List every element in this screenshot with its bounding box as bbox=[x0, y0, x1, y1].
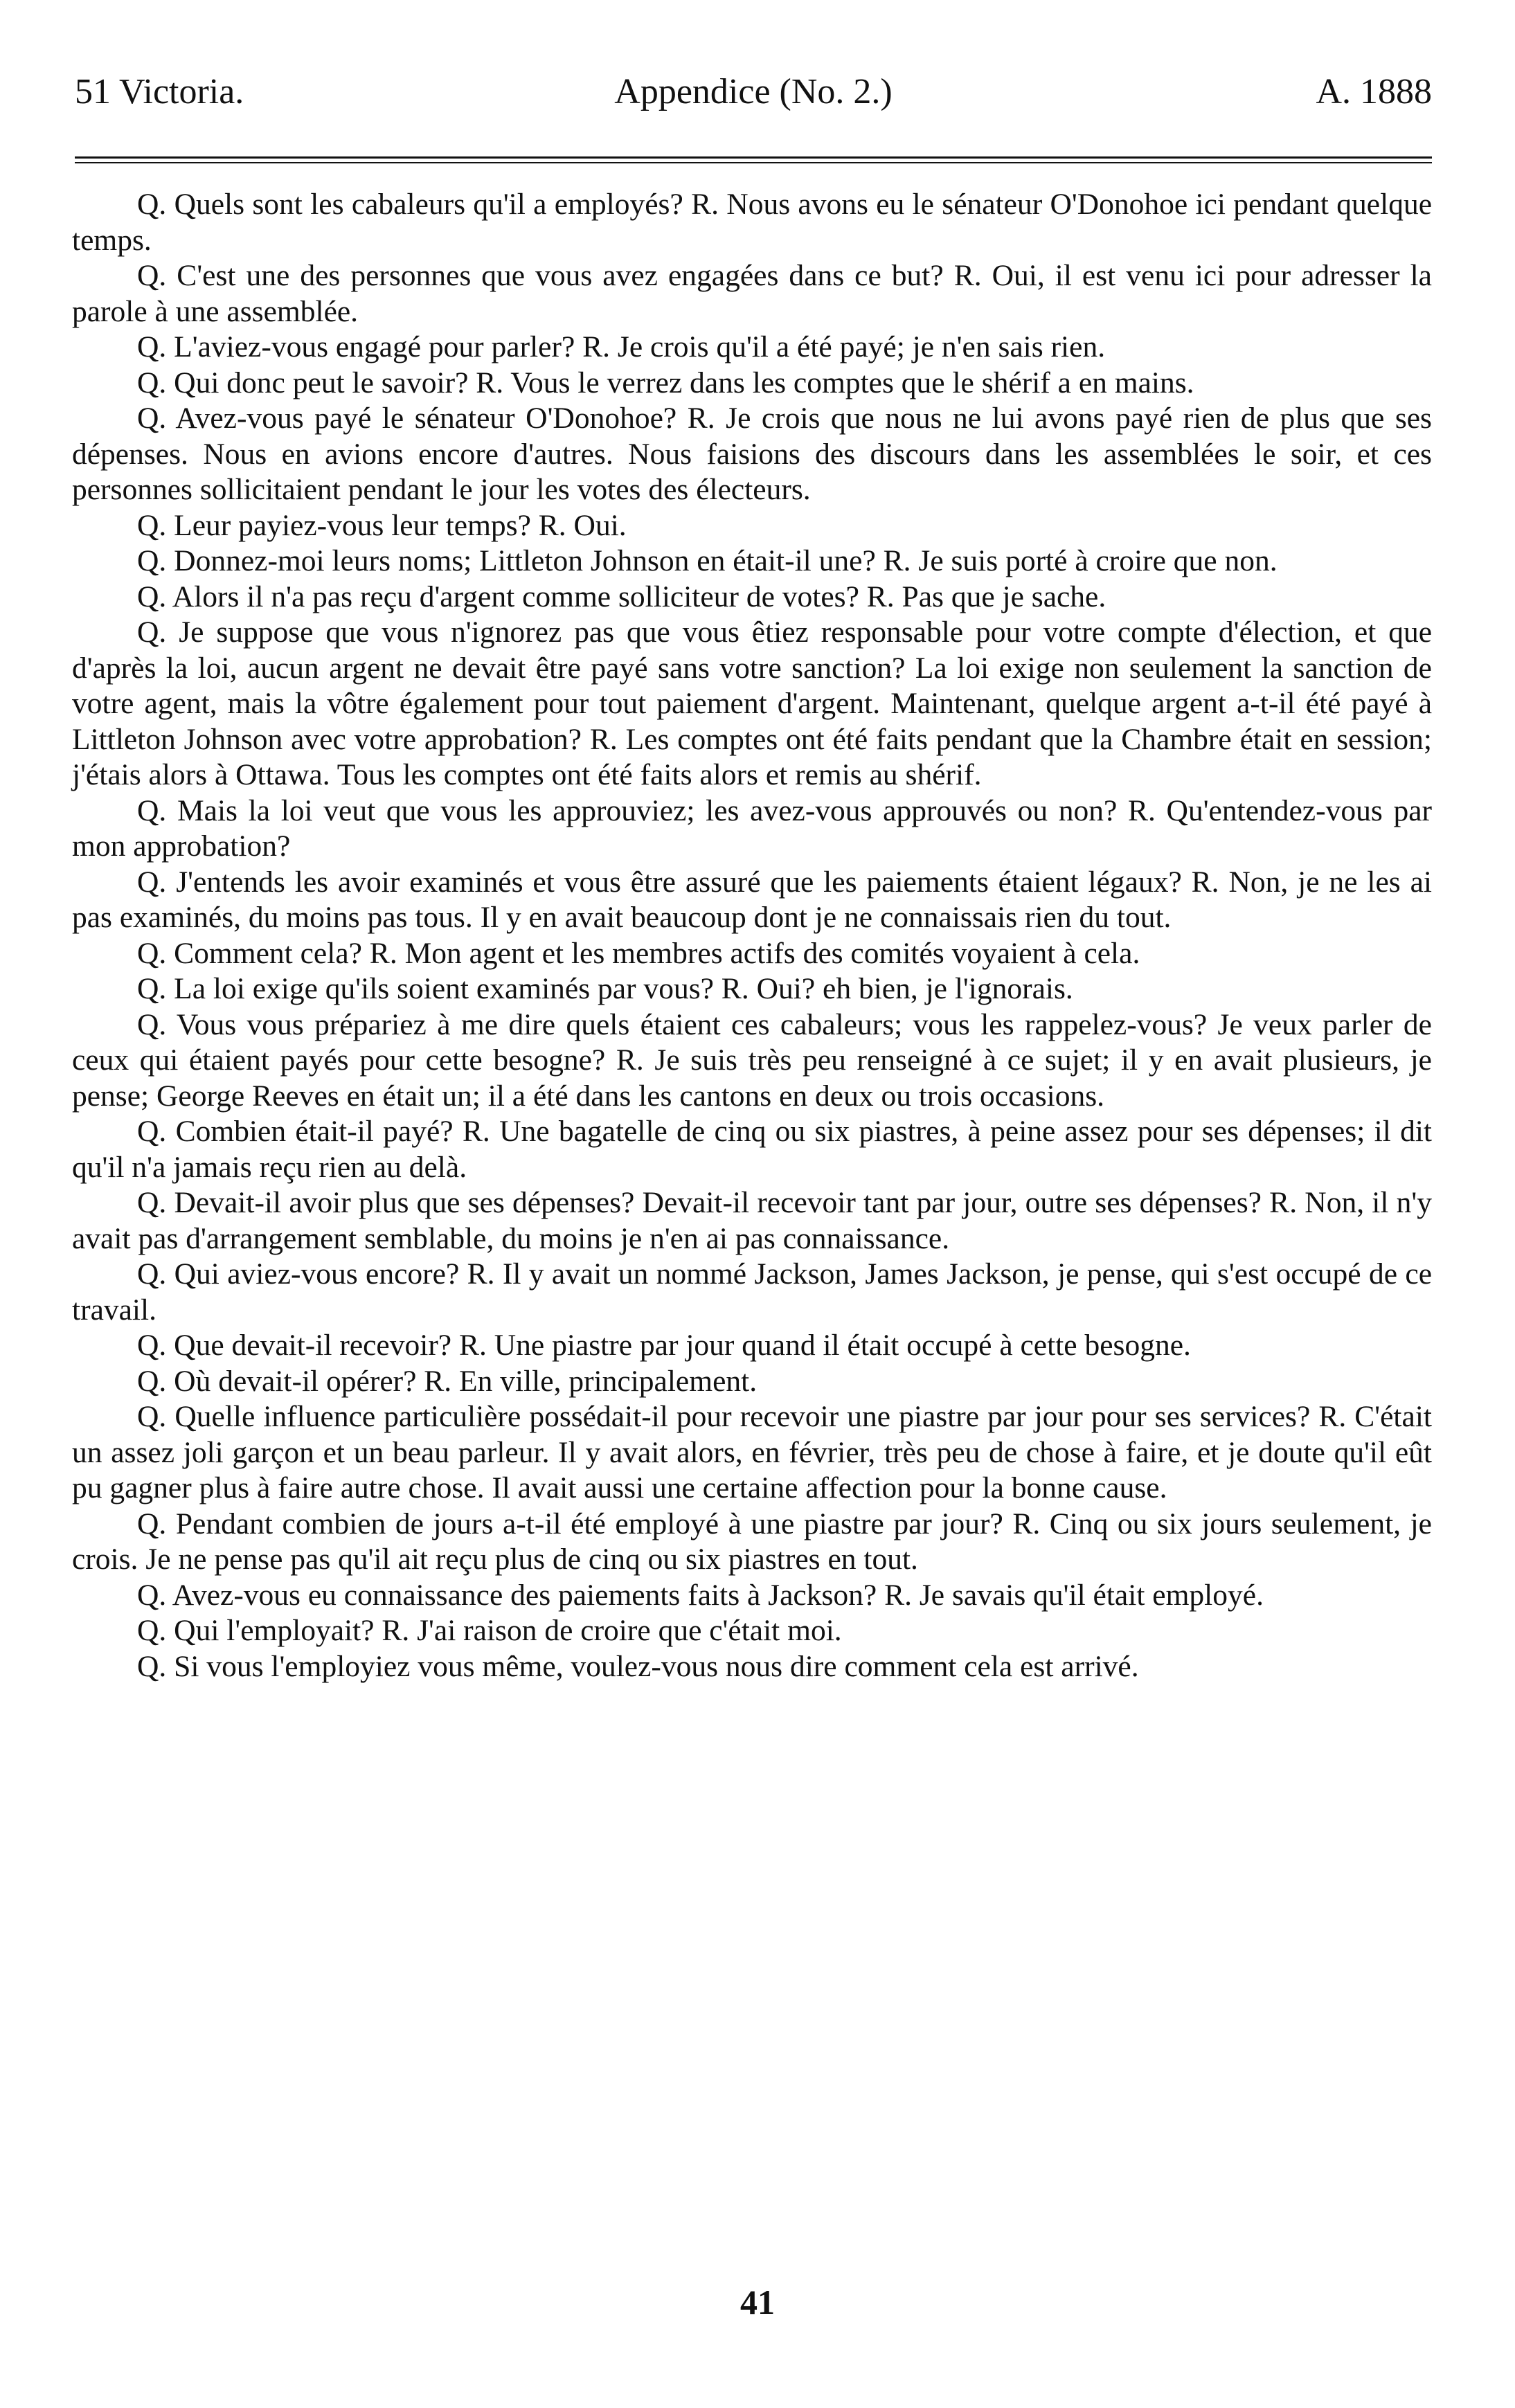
paragraph: Q. Pendant combien de jours a-t-il été employé à une piastre par jour? R. Cinq ou six jours seulement, je crois. Je ne pense pas qu'il ait reçu plus de cinq ou six piastres en tout. bbox=[72, 1507, 1432, 1576]
paragraph: Q. La loi exige qu'ils soient examinés par vous? R. Oui? eh bien, je l'ignorais. bbox=[137, 972, 1073, 1005]
header-appendix: Appendice (No. 2.) bbox=[614, 72, 893, 111]
paragraph: Q. Qui l'employait? R. J'ai raison de croire que c'était moi. bbox=[137, 1614, 842, 1647]
header-year: A. 1888 bbox=[1316, 72, 1432, 111]
paragraph: Q. Qui donc peut le savoir? R. Vous le verrez dans les comptes que le shérif a en mains. bbox=[137, 366, 1194, 399]
header-rule-thick bbox=[75, 156, 1432, 159]
header-session: 51 Victoria. bbox=[75, 72, 244, 111]
paragraph: Q. Que devait-il recevoir? R. Une piastre par jour quand il était occupé à cette besogne. bbox=[137, 1329, 1191, 1362]
paragraph: Q. Comment cela? R. Mon agent et les membres actifs des comités voyaient à cela. bbox=[137, 936, 1140, 970]
testimony-text bbox=[72, 187, 1432, 1684]
page-number: 41 bbox=[740, 2283, 775, 2321]
paragraph: Q. Quelle influence particulière possédait-il pour recevoir une piastre par jour pour ses services? R. C'était un assez joli garçon et un beau parleur. Il y avait alors, en février, très peu de chose à faire, et je doute qu'il eût pu gagner plus à faire autre chose. Il avait aussi une certaine affection pour la bonne cause. bbox=[72, 1400, 1432, 1504]
paragraph: Q. Je suppose que vous n'ignorez pas que vous êtiez responsable pour votre compte d'élection, et que d'après la loi, aucun argent ne devait être payé sans votre sanction? La loi exige non seulement la sanction de votre agent, mais la vôtre également pour tout paiement d'argent. Maintenant, quelque argent a-t-il été payé à Littleton Johnson avec votre approbation? R. Les comptes ont été faits pendant que la Chambre était en session; j'étais alors à Ottawa. Tous les comptes ont été faits alors et remis au shérif. bbox=[72, 616, 1432, 791]
paragraph: Q. Donnez-moi leurs noms; Littleton Johnson en était-il une? R. Je suis porté à croire que non. bbox=[137, 544, 1278, 577]
paragraph: Q. L'aviez-vous engagé pour parler? R. Je crois qu'il a été payé; je n'en sais rien. bbox=[137, 330, 1106, 363]
running-header bbox=[75, 61, 1432, 123]
paragraph: Q. Avez-vous eu connaissance des paiements faits à Jackson? R. Je savais qu'il était employé. bbox=[137, 1578, 1264, 1612]
paragraph: Q. Devait-il avoir plus que ses dépenses? Devait-il recevoir tant par jour, outre ses dépenses? R. Non, il n'y avait pas d'arrangement semblable, du moins je n'en ai pas connaissance. bbox=[72, 1186, 1432, 1255]
paragraph: Q. Qui aviez-vous encore? R. Il y avait un nommé Jackson, James Jackson, je pense, qui s'est occupé de ce travail. bbox=[72, 1257, 1432, 1327]
paragraph: Q. Mais la loi veut que vous les approuviez; les avez-vous approuvés ou non? R. Qu'entendez-vous par mon approbation? bbox=[72, 793, 1432, 863]
paragraph: Q. Avez-vous payé le sénateur O'Donohoe? R. Je crois que nous ne lui avons payé rien de plus que ses dépenses. Nous en avions encore d'autres. Nous faisions des discours dans les assemblées le soir, et ces personnes sollicitaient pendant le jour les votes des électeurs. bbox=[72, 402, 1432, 506]
paragraph: Q. Quels sont les cabaleurs qu'il a employés? R. Nous avons eu le sénateur O'Donohoe ici pendant quelque temps. bbox=[72, 188, 1432, 257]
paragraph: Q. Vous vous prépariez à me dire quels étaient ces cabaleurs; vous les rappelez-vous? Je veux parler de ceux qui étaient payés pour cette besogne? R. Je suis très peu renseigné à ce sujet; il y en avait plusieurs, je pense; George Reeves en était un; il a été dans les cantons en deux ou trois occasions. bbox=[72, 1007, 1432, 1113]
paragraph: Q. C'est une des personnes que vous avez engagées dans ce but? R. Oui, il est venu ici pour adresser la parole à une assemblée. bbox=[72, 259, 1432, 328]
paragraph: Q. Où devait-il opérer? R. En ville, principalement. bbox=[137, 1364, 758, 1398]
paragraph: Q. Leur payiez-vous leur temps? R. Oui. bbox=[137, 508, 627, 542]
paragraph: Q. J'entends les avoir examinés et vous être assuré que les paiements étaient légaux? R. Non, je ne les ai pas examinés, du moins pas tous. Il y en avait beaucoup dont je ne connaissais rien du tout. bbox=[72, 865, 1432, 934]
paragraph: Q. Si vous l'employiez vous même, voulez-vous nous dire comment cela est arrivé. bbox=[137, 1649, 1139, 1683]
paragraph: Q. Alors il n'a pas reçu d'argent comme solliciteur de votes? R. Pas que je sache. bbox=[137, 579, 1106, 613]
header-rule-thin bbox=[75, 162, 1432, 163]
paragraph: Q. Combien était-il payé? R. Une bagatelle de cinq ou six piastres, à peine assez pour ses dépenses; il dit qu'il n'a jamais reçu rien au delà. bbox=[72, 1115, 1432, 1184]
